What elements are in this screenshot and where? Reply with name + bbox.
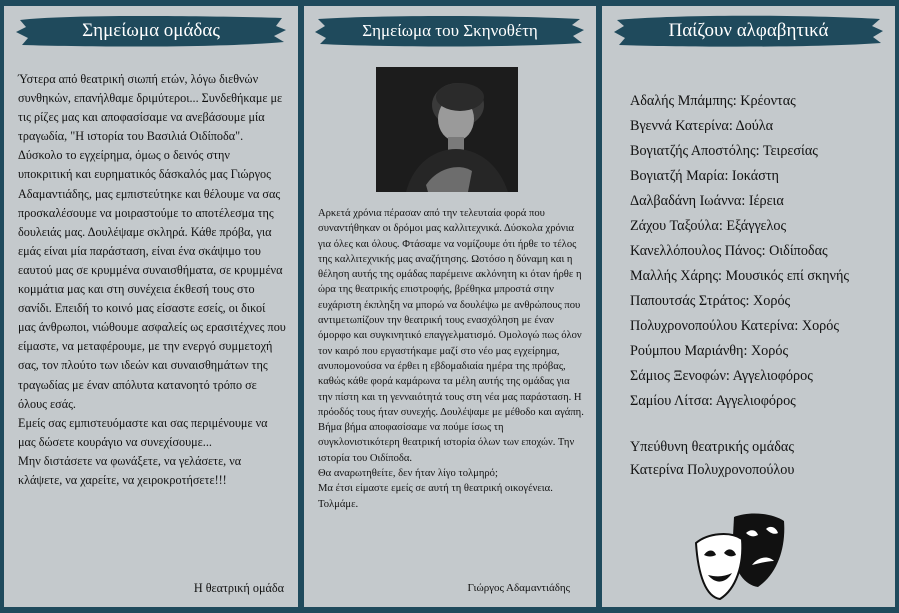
director-note-header <box>314 12 586 50</box>
team-note-paragraph: Εμείς σας εμπιστευόμαστε και σας περιμένουμε να μας δώσετε κουράγιο να συνεχίσουμε... <box>18 415 268 449</box>
cast-item: Δαλβαδάνη Ιωάννα: Ιέρεια <box>630 193 784 209</box>
cast-item: Κανελλόπουλος Πάνος: Οιδίποδας <box>630 243 828 259</box>
cast-item: Βογιατζή Μαρία: Ιοκάστη <box>630 168 779 184</box>
cast-item: Αδαλής Μπάμπης: Κρέοντας <box>630 93 796 109</box>
responsible-block <box>630 436 794 482</box>
responsible-name: Κατερίνα Πολυχρονοπούλου <box>630 462 795 478</box>
director-note-paragraph: Μα έτσι είμαστε εμείς σε αυτή τη θεατρική οικογένεια. Τολμάμε. <box>318 483 553 510</box>
cast-item: Ρούμπου Μαριάνθη: Χορός <box>630 343 789 359</box>
team-note-body <box>18 70 286 490</box>
cast-item: Πολυχρονοπούλου Κατερίνα: Χορός <box>630 318 839 334</box>
team-note-title: Σημείωμα ομάδας <box>82 20 220 41</box>
director-note-paragraph: Αρκετά χρόνια πέρασαν από την τελευταία φορά που συναντήθηκαν οι δρόμοι μας καλλιτεχνικά. Δύσκολα χρόνια για όλες και όλους. Φτάσαμε να νομίζουμε ότι ήρθε το τέλος της καλλιτεχνικής μας αναζήτησης. Ωστόσο η δύναμη και η θέληση αυτής της ομάδας παρέμεινε ακλόνητη κι όταν ήρθε η ώρα της θεατρικής επιστροφής, βρέθηκα μπροστά στην ευχάριστη έκπληξη να μπορώ να δουλέψω με ανθρώπους που αντιμετωπίζουν την θεατρική τους ενασχόληση με έναν όμορφο και συγκινητικό επαγγελματισμό. Ομολογώ πως όλον τον καιρό που εργαστήκαμε μαζί στο νέο μας εγχείρημα, ανυπομονούσα να έρθει η εβδομαδιαία ημέρα της πρόβας, καθώς κάθε φορά καμάρωνα τα μέλη αυτής της ομάδας για την πίστη και τη γενναιότητά τους στη νέα μας παράσταση. Η πρόοδός τους ήταν συνεχής. Δουλέψαμε με μέθοδο και αγάπη. Βήμα βήμα αποφασίσαμε να πούμε ίσως τη συγκλονιστικότερη θεατρική ιστορία όλων των εποχών. Την ιστορία του Οιδίποδα. <box>318 208 584 464</box>
director-note-paragraph: Θα αναρωτηθείτε, δεν ήταν λίγο τολμηρό; <box>318 468 498 480</box>
cast-item: Σάμιος Ξενοφών: Αγγελιοφόρος <box>630 368 813 384</box>
cast-item: Παπουτσάς Στράτος: Χορός <box>630 293 791 309</box>
cast-title: Παίζουν αλφαβητικά <box>668 20 829 41</box>
team-note-panel <box>4 6 298 607</box>
team-note-paragraph: Ύστερα από θεατρική σιωπή ετών, λόγω διεθνών συνθηκών, επανήλθαμε δριμύτεροι... Συνδεθήκαμε με τις ρίζες μας και αποφασίσαμε να ανεβάσουμε μία τραγωδία, "Η ιστορία του Βασιλιά Οιδίποδα". Δύσκολο το εγχείρημα, όμως ο δεινός στην υποκριτική και ευρηματικός δάσκαλός μας Γιώργος Αδαμαντιάδης, μας εμπιστεύτηκε και θέλουμε να σας προσκαλέσουμε να μοιραστούμε το αποτέλεσμα της δουλειάς μας. Δουλέψαμε σκληρά. Κάθε πρόβα, για εμάς είναι μία παράσταση, είναι ένα σκάψιμο του εαυτού μας σε κρυμμένα συναισθήματα, σε κρυμμένα κομμάτια μας και στη συνέχεια έκθεσή τους στο σανίδι. Επειδή το κοινό μας είσαστε εσείς, οι δικοί μας άνθρωποι, νιώθουμε ασφαλείς ως ερασιτέχνες που είμαστε, να μεταφέρουμε, με την ενεργό συμμετοχή σας, τον πλούτο των ιδεών και συναισθημάτων της τραγωδίας με έναν απόλυτα κατανοητό τρόπο σε όλους εσάς. <box>18 72 286 411</box>
cast-item: Ζάχου Ταξούλα: Εξάγγελος <box>630 218 787 234</box>
cast-panel <box>602 6 895 607</box>
cast-item: Μαλλής Χάρης: Μουσικός επί σκηνής <box>630 268 849 284</box>
theater-masks-icon <box>694 511 786 603</box>
director-photo <box>376 67 518 192</box>
director-note-title: Σημείωμα του Σκηνοθέτη <box>362 21 538 40</box>
cast-item: Βογιατζής Αποστόλης: Τειρεσίας <box>630 143 818 159</box>
director-note-panel <box>304 6 596 607</box>
director-note-body <box>318 206 586 512</box>
cast-item: Βγεννά Κατερίνα: Δούλα <box>630 118 774 134</box>
cast-item: Σαμίου Λίτσα: Αγγελιοφόρος <box>630 393 796 409</box>
team-note-paragraph: Μην διστάσετε να φωνάξετε, να γελάσετε, να κλάψετε, να χαρείτε, να χειροκροτήσετε!!! <box>18 453 242 487</box>
responsible-label: Υπεύθυνη θεατρικής ομάδας <box>630 439 794 455</box>
cast-list <box>630 89 849 414</box>
team-note-signature: Η θεατρική ομάδα <box>193 581 284 595</box>
team-note-header <box>14 12 288 50</box>
cast-header <box>612 12 885 50</box>
director-note-signature: Γιώργος Αδαμαντιάδης <box>467 582 570 594</box>
